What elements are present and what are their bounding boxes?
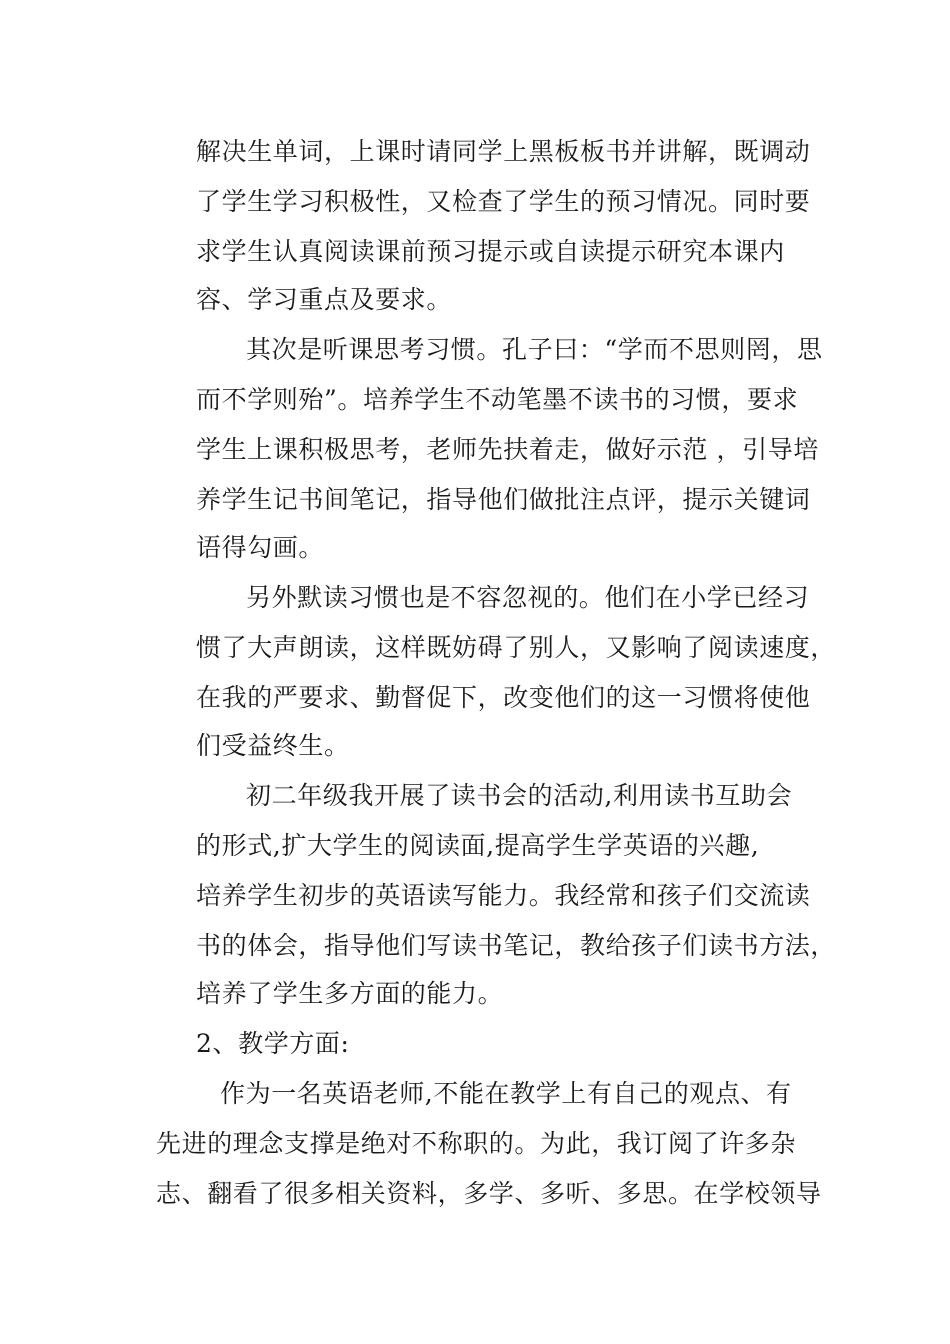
text-line: 养学生记书间笔记，指导他们做批注点评，提示关键词 (196, 485, 811, 514)
text-line: 另外默读习惯也是不容忽视的。他们在小学已经习 (246, 583, 810, 612)
text-line: 的形式,扩大学生的阅读面,提高学生学英语的兴趣, (196, 831, 760, 860)
text-line: 其次是听课思考习惯。孔子曰：“学而不思则罔，思 (246, 335, 823, 364)
text-line: 语得勾画。 (196, 533, 325, 562)
text-line: 在我的严要求、勤督促下，改变他们的这一习惯将使他 (196, 683, 811, 712)
text-line: 解决生单词，上课时请同学上黑板板书并讲解，既调动 (196, 137, 811, 166)
text-line: 惯了大声朗读，这样既妨碍了别人，又影响了阅读速度， (196, 633, 837, 662)
section-heading: 2、教学方面: (196, 1029, 350, 1058)
text-line: 培养了学生多方面的能力。 (196, 979, 504, 1008)
text-line: 志、翻看了很多相关资料，多学、多听、多思。在学校领导 (156, 1179, 822, 1208)
text-line: 初二年级我开展了读书会的活动,利用读书互助会 (246, 781, 793, 810)
text-line: 学生上课积极思考，老师先扶着走，做好示范 ，引导培 (196, 435, 819, 464)
text-line: 先进的理念支撑是绝对不称职的。为此，我订阅了许多杂 (156, 1129, 797, 1158)
text-line: 书的体会，指导他们写读书笔记，教给孩子们读书方法， (196, 931, 837, 960)
text-line: 求学生认真阅读课前预习提示或自读提示研究本课内 (196, 237, 785, 266)
text-line: 而不学则殆”。培养学生不动笔墨不读书的习惯，要求 (196, 385, 799, 414)
text-line: 了学生学习积极性，又检查了学生的预习情况。同时要 (196, 187, 811, 216)
text-line: 培养学生初步的英语读写能力。我经常和孩子们交流读 (196, 881, 811, 910)
text-line: 作为一名英语老师,不能在教学上有自己的观点、有 (220, 1079, 792, 1108)
text-line: 们受益终生。 (196, 731, 350, 760)
text-line: 容、学习重点及要求。 (196, 285, 453, 314)
